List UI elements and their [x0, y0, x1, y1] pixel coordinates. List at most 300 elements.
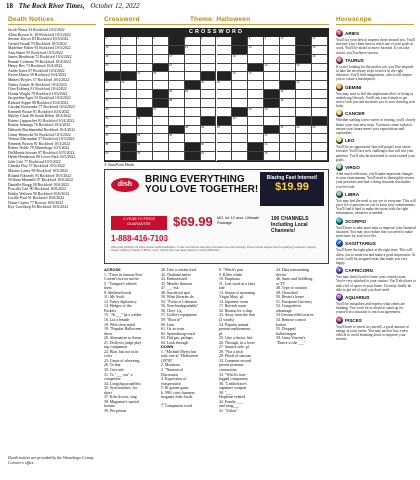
grid-cell[interactable]: [105, 90, 121, 99]
sign-name: LEO: [345, 138, 355, 144]
grid-cell[interactable]: [121, 37, 137, 46]
grid-cell[interactable]: [312, 108, 328, 117]
grid-block: [217, 72, 233, 81]
grid-cell[interactable]: [105, 99, 121, 108]
death-notice: DelMenda Strouse 87 Rockford 10/5/2022: [8, 150, 75, 155]
grid-cell[interactable]: [105, 64, 121, 73]
grid-cell[interactable]: [201, 90, 217, 99]
grid-cell[interactable]: [169, 81, 185, 90]
grid-cell[interactable]: [121, 55, 137, 64]
grid-cell[interactable]: [280, 126, 296, 135]
grid-cell[interactable]: [312, 55, 328, 64]
horoscope-leo: [336, 137, 416, 162]
grid-cell[interactable]: [121, 64, 137, 73]
death-notice: Maxine Laney 98 Rockford 10/5/2022: [8, 168, 68, 173]
clue: 14. Hedges of the: [104, 304, 132, 309]
grid-cell[interactable]: [264, 55, 280, 64]
clue: 46. Anne and Goldberg,: [276, 277, 314, 282]
grid-cell[interactable]: [137, 55, 153, 64]
clue: 13. Statue of mourning: [219, 290, 255, 295]
grid-number: 54: [105, 134, 109, 138]
grid-cell[interactable]: [296, 81, 312, 90]
grid-cell[interactable]: [296, 152, 312, 161]
grid-cell[interactable]: [296, 72, 312, 81]
grid-cell[interactable]: [217, 126, 233, 135]
taurus-icon: ♉: [336, 57, 343, 63]
grid-cell[interactable]: [217, 90, 233, 99]
horoscope-capricorn: [336, 267, 416, 292]
clue: person pronoun: [219, 363, 244, 368]
grid-cell[interactable]: [217, 134, 233, 143]
grid-number: 50: [217, 125, 220, 129]
clue: only one in "Halloween: [161, 354, 198, 359]
grid-cell[interactable]: [312, 90, 328, 99]
grid-cell[interactable]: [201, 99, 217, 108]
grid-cell[interactable]: [201, 55, 217, 64]
grid-cell[interactable]: [201, 126, 217, 135]
grid-cell[interactable]: [280, 90, 296, 99]
grid-cell[interactable]: [169, 72, 185, 81]
clue: 38. "___: [219, 390, 233, 395]
death-notice: Jacqueline Agee 53 Rockford 10/4/2022: [8, 96, 71, 101]
grid-cell[interactable]: [248, 55, 264, 64]
leo-icon: ♌: [336, 138, 343, 144]
grid-cell[interactable]: [185, 55, 201, 64]
grid-block: [137, 108, 153, 117]
grid-cell[interactable]: [264, 64, 280, 73]
grid-cell[interactable]: [312, 72, 328, 81]
grid-cell[interactable]: [232, 143, 248, 152]
grid-cell[interactable]: [312, 37, 328, 46]
grid-cell[interactable]: [185, 90, 201, 99]
grid-number: 65: [264, 152, 268, 156]
clue: 42. Thailand native: [161, 272, 192, 277]
grid-cell[interactable]: [217, 64, 233, 73]
death-notice: Vernon Martindale 57 Rockford 10/3/2022: [8, 137, 75, 142]
clue: 61. Ox in town: [161, 327, 185, 332]
grid-cell[interactable]: [264, 72, 280, 81]
clue: 57. Golfer's equipment: [161, 313, 197, 318]
grid-cell[interactable]: [264, 46, 280, 55]
grid-number: 28: [105, 81, 109, 85]
grid-cell[interactable]: [232, 99, 248, 108]
grid-cell[interactable]: [296, 64, 312, 73]
grid-cell[interactable]: [312, 81, 328, 90]
grid-cell[interactable]: [185, 134, 201, 143]
grid-cell[interactable]: [105, 81, 121, 90]
sign-header: [336, 294, 416, 302]
clue: form: [104, 286, 112, 291]
grid-cell[interactable]: [248, 99, 264, 108]
death-notice: Bonita Jennings 76 Rockford 10/4/2022: [8, 123, 71, 128]
grid-number: 26: [232, 72, 236, 76]
clue: tale: [219, 286, 225, 291]
grid-cell[interactable]: [185, 72, 201, 81]
grid-cell[interactable]: [296, 134, 312, 143]
clues-column-1: [104, 268, 158, 414]
grid-cell[interactable]: [280, 108, 296, 117]
grid-block: [201, 72, 217, 81]
grid-cell[interactable]: [232, 81, 248, 90]
grid-cell[interactable]: [201, 81, 217, 90]
grid-cell[interactable]: [264, 108, 280, 117]
grid-number: 46: [232, 116, 236, 120]
clue: "Dance to the ___": [276, 340, 306, 345]
horoscope-gemini: [336, 84, 416, 109]
grid-cell[interactable]: [280, 55, 296, 64]
death-notice: Robert Noble 78 Winnebago 10/3/2022: [8, 146, 70, 151]
horoscope-pisces: [336, 317, 416, 342]
grid-cell[interactable]: [312, 126, 328, 135]
grid-number: 59: [137, 143, 141, 147]
grid-cell[interactable]: [296, 99, 312, 108]
grid-cell[interactable]: [137, 72, 153, 81]
clue: competitor: [104, 377, 121, 382]
grid-number: 42: [248, 107, 252, 111]
grid-cell[interactable]: [248, 134, 264, 143]
clue: 21. Dollyoor judge play-: [104, 340, 143, 345]
clue: 5. "Vampire's altered: [104, 281, 137, 286]
grid-cell[interactable]: [201, 143, 217, 152]
grid-cell[interactable]: [185, 117, 201, 126]
death-notice: James Heathcoat 72 Rockford 10/4/2022: [8, 55, 72, 60]
grid-block: [248, 152, 264, 161]
grid-cell[interactable]: [153, 117, 169, 126]
clue: 2. Meadows: [161, 363, 181, 368]
death-notice: Roy Lowthorp 83 Rockford 10/6/2022: [8, 205, 69, 210]
grid-cell[interactable]: [280, 152, 296, 161]
grid-number: 64: [201, 152, 204, 156]
clue: 1. "Michael Myers has: [161, 349, 197, 354]
clue: 10. Emphasis: [219, 277, 240, 282]
dish-logo: dish: [111, 178, 139, 192]
clue: 5. Ill-gotten gains: [161, 386, 189, 391]
grid-cell[interactable]: [248, 37, 267, 46]
grid-cell[interactable]: [232, 90, 248, 99]
grid-cell[interactable]: [280, 134, 296, 143]
grid-number: 57: [264, 134, 268, 138]
grid-cell[interactable]: [217, 108, 233, 117]
grid-block: [296, 117, 312, 126]
advertisement[interactable]: [104, 169, 329, 264]
grid-cell[interactable]: [153, 72, 169, 81]
grid-cell[interactable]: [217, 55, 233, 64]
clue: 14. Japanese room: [219, 299, 248, 304]
price-guarantee: 2-YEAR TV PRICE GUARANTEE: [111, 216, 167, 230]
grid-cell[interactable]: [280, 117, 296, 126]
ad-price: $69.99: [173, 214, 213, 229]
grid-cell[interactable]: [201, 134, 217, 143]
clue: 63. Did gas, perhaps: [161, 336, 193, 341]
grid-cell[interactable]: [264, 134, 280, 143]
horoscope-aries: [336, 30, 416, 55]
sign-header: [336, 218, 416, 226]
grid-cell[interactable]: [232, 117, 248, 126]
grid-cell[interactable]: [248, 117, 264, 126]
grid-cell[interactable]: [153, 143, 169, 152]
crossword-credit: © StatePoint Media: [104, 163, 135, 167]
grid-cell[interactable]: [153, 134, 169, 143]
pisces-icon: ♓: [336, 317, 343, 323]
grid-cell[interactable]: [121, 90, 137, 99]
grid-cell[interactable]: [169, 134, 185, 143]
grid-cell[interactable]: [153, 81, 169, 90]
clue: 28. "Not a trick: [219, 349, 244, 354]
ad-headline-line1: BRING EVERYTHING: [145, 174, 245, 185]
clue: 9. Killer whale: [219, 272, 243, 277]
sagittarius-icon: ♐: [336, 241, 343, 247]
issue-date: October 12, 2022: [90, 2, 140, 10]
grid-cell[interactable]: [169, 99, 185, 108]
grid-cell[interactable]: [169, 108, 185, 117]
horoscope-list: [336, 30, 416, 343]
grid-cell[interactable]: [105, 143, 121, 152]
page-header: [6, 2, 414, 14]
grid-number: 7: [217, 37, 219, 40]
grid-cell[interactable]: [248, 46, 264, 55]
clue: (2 words): [219, 318, 235, 323]
ad-price-note: MO. for 12 mos. Ultimate Package: [217, 216, 260, 225]
clue: short: [104, 390, 112, 395]
grid-cell[interactable]: [105, 55, 121, 64]
grid-cell[interactable]: [105, 37, 121, 46]
sign-header: [336, 137, 416, 145]
clue: pl.: [219, 331, 223, 336]
grid-cell[interactable]: [137, 81, 153, 90]
clue: hallucinogen: [276, 331, 297, 336]
clue: Discussion: [161, 372, 179, 377]
horoscope-aquarius: [336, 294, 416, 315]
grid-cell[interactable]: [312, 134, 328, 143]
crossword-banner: CROSSWORD: [104, 28, 329, 36]
grid-cell[interactable]: [217, 99, 233, 108]
grid-cell[interactable]: [105, 134, 121, 143]
clue: 36. "Leatherface's: [219, 381, 247, 386]
grid-cell[interactable]: [248, 81, 264, 90]
grid-cell[interactable]: [201, 152, 217, 161]
clue: (1978)": [161, 358, 173, 363]
clue: 34. Longship propellers: [104, 381, 142, 386]
grid-cell[interactable]: [280, 37, 296, 46]
horoscope-sagittarius: [336, 240, 416, 265]
grid-cell[interactable]: [280, 143, 296, 152]
sign-name: AQUARIUS: [345, 294, 370, 300]
grid-cell[interactable]: [296, 126, 312, 135]
clue: 11. Mr. Swift: [104, 295, 125, 300]
grid-cell[interactable]: [264, 152, 280, 161]
grid-cell[interactable]: [312, 143, 328, 152]
grid-cell[interactable]: [105, 152, 121, 161]
grid-cell[interactable]: [121, 81, 137, 90]
grid-cell[interactable]: [232, 72, 248, 81]
grid-cell[interactable]: [232, 55, 248, 64]
grid-cell[interactable]: [153, 55, 169, 64]
grid-cell[interactable]: [296, 90, 312, 99]
grid-cell[interactable]: [280, 99, 296, 108]
grid-cell[interactable]: [232, 134, 248, 143]
grid-cell[interactable]: [296, 143, 312, 152]
grid-cell[interactable]: [185, 126, 201, 135]
grid-cell[interactable]: [105, 108, 121, 117]
grid-cell[interactable]: [232, 126, 248, 135]
grid-number: 51: [280, 125, 284, 129]
clue: 11. Lest word in a fairy: [219, 281, 256, 286]
grid-cell[interactable]: [169, 152, 185, 161]
grid-cell[interactable]: [264, 81, 280, 90]
ad-phone-number[interactable]: 1-888-416-7103: [111, 234, 168, 243]
grid-cell[interactable]: [121, 117, 137, 126]
grid-cell[interactable]: [201, 46, 217, 55]
grid-cell[interactable]: [217, 81, 233, 90]
grid-block: [185, 81, 201, 90]
grid-cell[interactable]: [137, 37, 153, 46]
clue: 35. Synchronizes, for: [104, 386, 138, 391]
grid-cell[interactable]: [153, 152, 169, 161]
death-notice: Bonnie Coltman 78 Rockford 10/4/2022: [8, 59, 71, 64]
clues-heading: ACROSS: [104, 268, 121, 272]
clue: contraction: [219, 368, 237, 373]
grid-cell[interactable]: [137, 152, 153, 161]
grid-cell[interactable]: [169, 64, 185, 73]
sign-name: VIRGO: [345, 165, 360, 171]
grid-cell[interactable]: [185, 99, 201, 108]
sign-header: [336, 164, 416, 172]
crossword-grid[interactable]: [104, 36, 329, 162]
publication-title: The Rock River Times,: [18, 2, 85, 10]
grid-cell[interactable]: [121, 108, 137, 117]
grid-block: [121, 72, 137, 81]
death-notice: Kenneth Bouce 81 Rockford 10/4/2022: [8, 109, 70, 114]
grid-cell[interactable]: [264, 37, 280, 46]
grid-number: 13: [185, 45, 189, 49]
grid-cell[interactable]: [153, 108, 169, 117]
grid-cell[interactable]: [248, 72, 264, 81]
grid-cell[interactable]: [201, 37, 217, 46]
death-notice: Shirley Clark 86 South Beloit 10/4/2022: [8, 114, 72, 119]
grid-cell[interactable]: [312, 152, 328, 161]
clue: 20. Alternative to Saran: [104, 336, 141, 341]
clue: Craven's horror movie: [104, 277, 139, 282]
grid-cell[interactable]: [248, 126, 264, 135]
grid-cell[interactable]: [169, 90, 185, 99]
grid-block: [169, 37, 185, 46]
clue: advantage: [276, 308, 292, 313]
grid-cell[interactable]: [217, 152, 233, 161]
grid-cell[interactable]: [217, 143, 233, 152]
death-notices-list: [8, 28, 96, 210]
grid-cell[interactable]: [121, 99, 137, 108]
grid-number: 37: [105, 99, 109, 102]
grid-number: 32: [296, 81, 300, 85]
death-notice: Allan Bryson Jr. 38 Rockford 10/3/2022: [8, 32, 71, 37]
grid-cell[interactable]: [105, 46, 121, 55]
death-notice: Claudia Day 37 Rockford 10/5/2022: [8, 164, 65, 169]
grid-block: [232, 108, 248, 117]
grid-cell[interactable]: [169, 117, 185, 126]
horoscope-libra: [336, 191, 416, 216]
grid-cell[interactable]: [185, 37, 201, 46]
grid-number: 5: [185, 37, 187, 40]
death-notice: Andre Jones 67 Rockford 10/4/2022: [8, 68, 65, 73]
grid-number: 6: [201, 37, 203, 40]
clue: 22. Blue, but not as in: [104, 349, 139, 354]
clues-column-2: [161, 268, 217, 409]
grid-cell[interactable]: [121, 126, 137, 135]
grid-cell[interactable]: [280, 64, 296, 73]
grid-cell[interactable]: [296, 108, 312, 117]
grid-cell[interactable]: [169, 55, 185, 64]
clue: 42. Family ___: [219, 399, 243, 404]
grid-cell[interactable]: [137, 99, 153, 108]
grid-cell[interactable]: [137, 117, 153, 126]
grid-number: 47: [105, 125, 109, 129]
grid-cell[interactable]: [217, 46, 233, 55]
grid-cell[interactable]: [105, 117, 121, 126]
clue: 15. "Al___" ha a soldier: [104, 313, 142, 318]
grid-cell[interactable]: [248, 90, 264, 99]
clue: 22. Reason for a ship: [219, 308, 252, 313]
grid-cell[interactable]: [153, 126, 169, 135]
grid-cell[interactable]: [185, 64, 201, 73]
grid-cell[interactable]: [137, 143, 153, 152]
grid-cell[interactable]: [137, 134, 153, 143]
death-notice: Madeline Fisher 93 Rockford 10/3/2022: [8, 46, 71, 51]
grid-cell[interactable]: [248, 108, 264, 117]
grid-cell[interactable]: [312, 46, 328, 55]
grid-block: [264, 90, 280, 99]
grid-cell[interactable]: [201, 108, 217, 117]
grid-number: 34: [169, 90, 173, 94]
grid-block: [296, 46, 312, 55]
death-notice: Danielle Bragg 38 Rockford 10/6/2022: [8, 182, 69, 187]
clue: 17. Refresh room: [219, 304, 247, 309]
clue: 45. Metalic element: [161, 281, 193, 286]
death-notice: Donna Wright 78 Rockford 10/4/2022: [8, 91, 68, 96]
sign-text: You'll have to invest in yourself, a good amount of energy in your career. You may need to buy a new vehicle to avoid breaking down or improve your income.: [336, 324, 409, 342]
grid-cell[interactable]: [280, 72, 296, 81]
clue: 56. Non-biodegradable": [161, 304, 199, 309]
sign-name: PISCES: [345, 317, 362, 323]
grid-cell[interactable]: [137, 46, 153, 55]
grid-cell[interactable]: [121, 46, 137, 55]
grid-cell[interactable]: [153, 37, 169, 46]
grid-cell[interactable]: [185, 108, 201, 117]
clues-column-3: [219, 268, 274, 414]
grid-cell[interactable]: [169, 143, 185, 152]
grid-number: 16: [105, 54, 109, 58]
grid-cell[interactable]: [312, 64, 328, 73]
grid-cell[interactable]: [137, 90, 153, 99]
grid-cell[interactable]: [232, 152, 248, 161]
clue: exasperation: [161, 381, 181, 386]
grid-cell[interactable]: [201, 64, 217, 73]
grid-number: 10: [280, 37, 284, 40]
grid-cell[interactable]: [264, 117, 280, 126]
grid-cell[interactable]: [217, 37, 233, 46]
grid-cell[interactable]: [153, 46, 169, 55]
clue: 40. Like a certain food: [161, 268, 197, 272]
clue: 37. Kiln Across, sing: [104, 395, 137, 400]
sign-text: You'll have to take more time to improve your financial situation. You may also realize that you need to make more time for your love life.: [336, 225, 416, 239]
death-notice: Glen Eckberg 91 Rockford 10/4/2022: [8, 87, 67, 92]
grid-cell[interactable]: [312, 99, 328, 108]
grid-cell[interactable]: [185, 46, 201, 55]
grid-cell[interactable]: [264, 143, 280, 152]
clue: 56. Chev. e.g.: [161, 308, 183, 313]
grid-number: 29: [121, 81, 125, 85]
grid-cell[interactable]: [280, 46, 296, 55]
grid-number: 62: [105, 152, 109, 156]
